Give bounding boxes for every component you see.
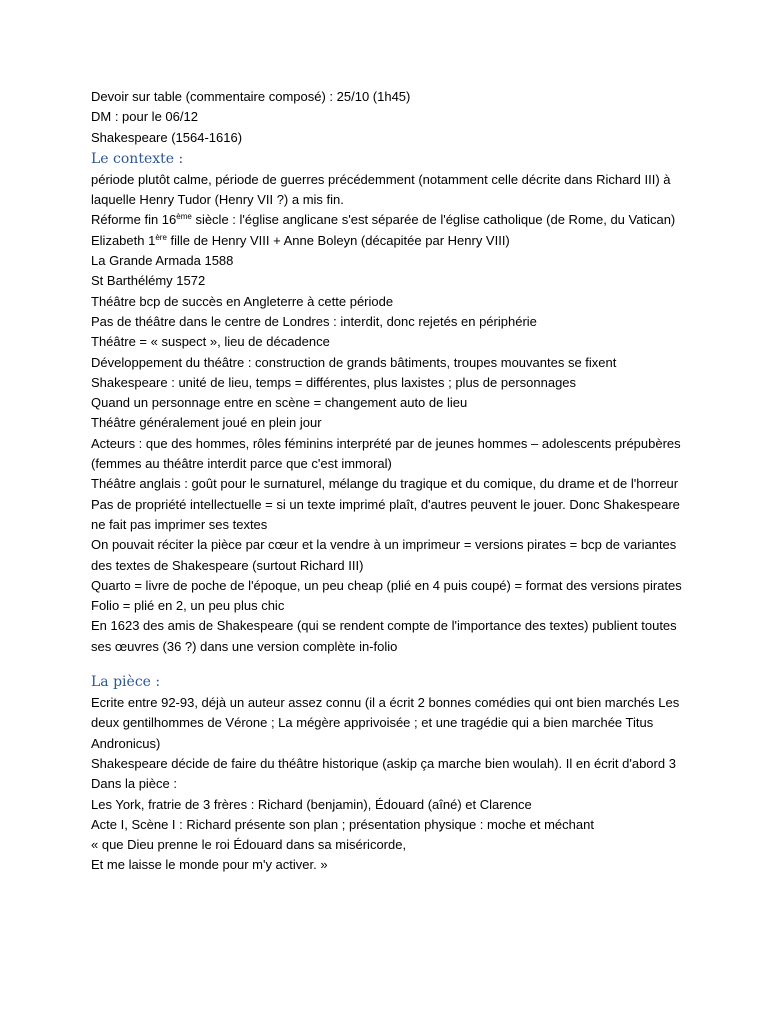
paragraph-reforme: Réforme fin 16ème siècle : l'église anglicane s'est séparée de l'église catholique (de Rome, du Vatican) (91, 212, 676, 228)
paragraph: La Grande Armada 1588 (91, 253, 234, 269)
paragraph: En 1623 des amis de Shakespeare (qui se rendent compte de l'importance des textes) publient toutes ses œuvres (36 ?) dans une version complète in-folio (91, 618, 677, 654)
header-line: Shakespeare (1564-1616) (91, 129, 243, 145)
paragraph-elizabeth: Elizabeth 1ère fille de Henry VIII + Anne Boleyn (décapitée par Henry VIII) (91, 232, 510, 248)
paragraph: Acte I, Scène I : Richard présente son plan ; présentation physique : moche et méchant (91, 816, 594, 832)
paragraph: On pouvait réciter la pièce par cœur et la vendre à un imprimeur = versions pirates = bcp de variantes des textes de Shakespeare (surtout Richard III) (91, 537, 677, 573)
paragraph: Théâtre anglais : goût pour le surnaturel, mélange du tragique et du comique, du drame et de l'horreur (91, 476, 679, 492)
paragraph: Shakespeare : unité de lieu, temps = différentes, plus laxistes ; plus de personnages (91, 374, 577, 390)
paragraph: Théâtre bcp de succès en Angleterre à cette période (91, 293, 394, 309)
document-page (91, 87, 691, 876)
paragraph: St Barthélémy 1572 (91, 273, 206, 289)
paragraph: Développement du théâtre : construction de grands bâtiments, troupes mouvantes se fixent (91, 354, 617, 370)
paragraph: Théâtre = « suspect », lieu de décadence (91, 334, 330, 350)
paragraph: Les York, fratrie de 3 frères : Richard (benjamin), Édouard (aîné) et Clarence (91, 796, 532, 812)
paragraph: période plutôt calme, période de guerres précédemment (notamment celle décrite dans Richard III) à laquelle Henry Tudor (Henry VII ?) a mis fin. (91, 171, 671, 208)
paragraph: Quand un personnage entre en scène = changement auto de lieu (91, 395, 468, 411)
paragraph: Shakespeare décide de faire du théâtre historique (askip ça marche bien woulah). Il en écrit d'abord 3 (91, 755, 676, 771)
paragraph: Quarto = livre de poche de l'époque, un peu cheap (plié en 4 puis coupé) = format des versions pirates (91, 577, 682, 593)
section-heading-contexte: Le contexte : (91, 150, 184, 167)
section-spacer (91, 657, 691, 671)
quote-line: Et me laisse le monde pour m'y activer. » (91, 857, 328, 873)
paragraph: Folio = plié en 2, un peu plus chic (91, 598, 285, 614)
paragraph: Dans la pièce : (91, 776, 177, 792)
section-heading-piece: La pièce : (91, 674, 161, 691)
paragraph: Théâtre généralement joué en plein jour (91, 415, 322, 431)
quote-line: « que Dieu prenne le roi Édouard dans sa miséricorde, (91, 837, 407, 853)
paragraph: Acteurs : que des hommes, rôles féminins interprété par de jeunes hommes – adolescents prépubères (femmes au théâtre interdit parce que c'est immoral) (91, 435, 681, 472)
paragraph: Pas de propriété intellectuelle = si un texte imprimé plaît, d'autres peuvent le jouer. Donc Shakespeare ne fait pas imprimer ses textes (91, 496, 680, 532)
paragraph: Ecrite entre 92-93, déjà un auteur assez connu (il a écrit 2 bonnes comédies qui ont bien marchés Les deux gentilhommes de Vérone ; La mégère apprivoisée ; et une tragédie qui a bien marchée Titus Andronicus) (91, 695, 680, 751)
paragraph: Pas de théâtre dans le centre de Londres : interdit, donc rejetés en périphérie (91, 313, 537, 329)
header-line: DM : pour le 06/12 (91, 109, 198, 125)
header-line: Devoir sur table (commentaire composé) : 25/10 (1h45) (91, 89, 411, 104)
